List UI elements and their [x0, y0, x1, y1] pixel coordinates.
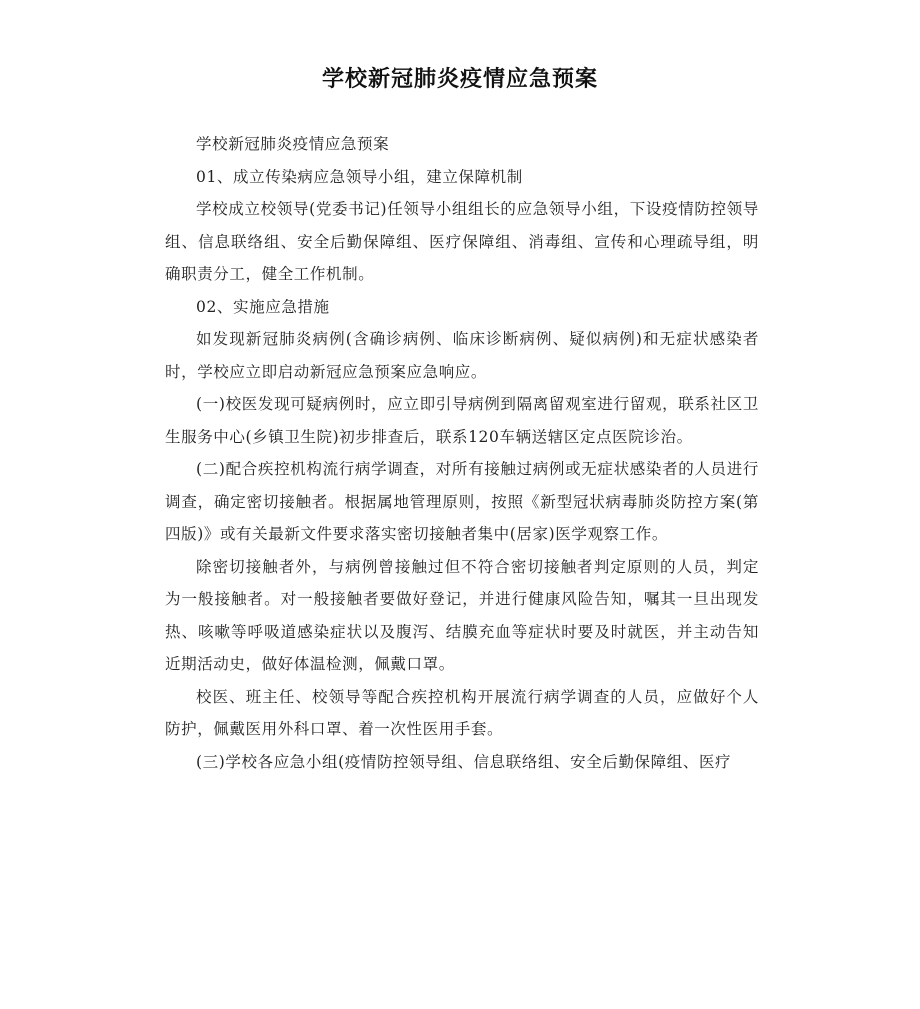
paragraph: 学校成立校领导(党委书记)任领导小组组长的应急领导小组，下设疫情防控领导组、信息联络组、安全后勤保障组、医疗保障组、消毒组、宣传和心理疏导组，明确职责分工，健全工作机制。 [165, 200, 759, 283]
section-heading: 02、实施应急措施 [196, 297, 330, 316]
paragraph: 如发现新冠肺炎病例(含确诊病例、临床诊断病例、疑似病例)和无症状感染者时，学校应立即启动新冠应急预案应急响应。 [165, 330, 759, 381]
paragraph: (二)配合疾控机构流行病学调查，对所有接触过病例或无症状感染者的人员进行调查，确定密切接触者。根据属地管理原则，按照《新型冠状病毒肺炎防控方案(第四版)》或有关最新文件要求落实密切接触者集中(居家)医学观察工作。 [165, 460, 759, 543]
section-heading: 01、成立传染病应急领导小组，建立保障机制 [196, 167, 523, 186]
paragraph: (三)学校各应急小组(疫情防控领导组、信息联络组、安全后勤保障组、医疗 [196, 752, 732, 771]
document-title: 学校新冠肺炎疫情应急预案 [321, 67, 598, 92]
paragraph: (一)校医发现可疑病例时，应立即引导病例到隔离留观室进行留观，联系社区卫生服务中心(乡镇卫生院)初步排查后，联系120车辆送辖区定点医院诊治。 [165, 395, 759, 446]
paragraph: 学校新冠肺炎疫情应急预案 [196, 135, 390, 153]
document-body [165, 128, 759, 778]
paragraph: 校医、班主任、校领导等配合疾控机构开展流行病学调查的人员，应做好个人防护，佩戴医用外科口罩、着一次性医用手套。 [165, 687, 759, 738]
paragraph: 除密切接触者外，与病例曾接触过但不符合密切接触者判定原则的人员，判定为一般接触者。对一般接触者要做好登记，并进行健康风险告知，嘱其一旦出现发热、咳嗽等呼吸道感染症状以及腹泻、结膜充血等症状时要及时就医，并主动告知近期活动史，做好体温检测，佩戴口罩。 [165, 557, 759, 673]
